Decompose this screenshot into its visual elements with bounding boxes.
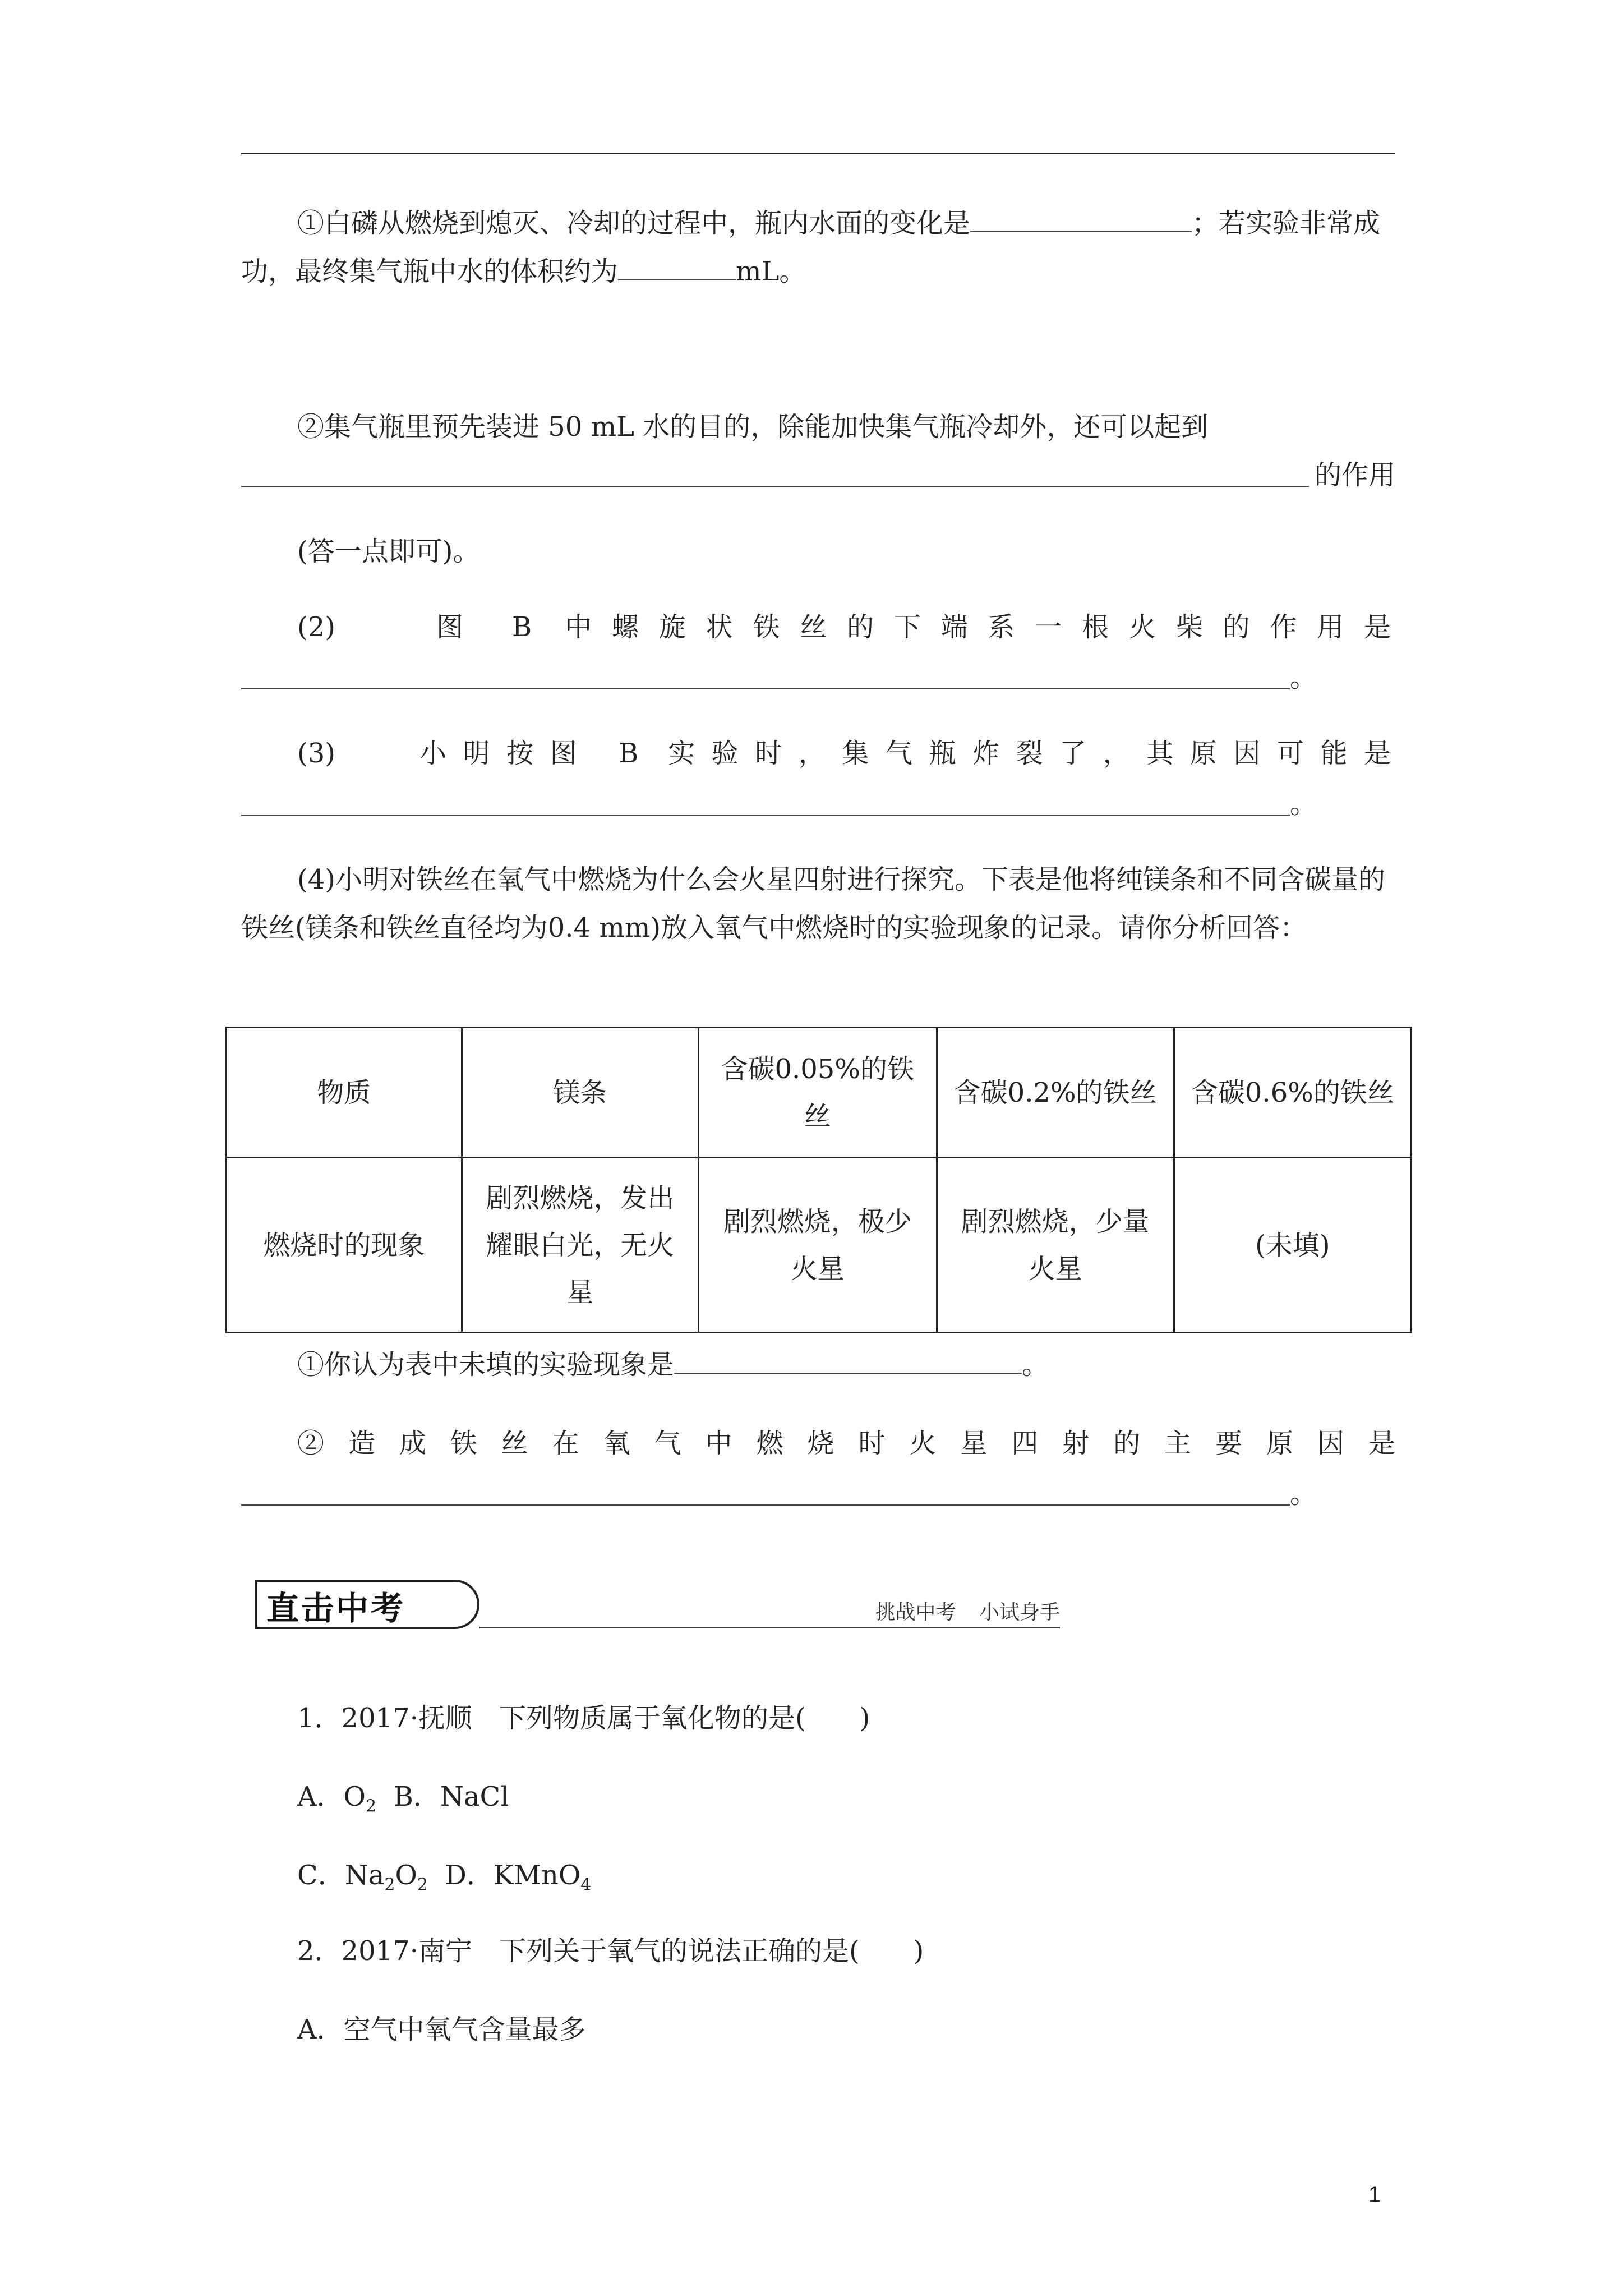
subscript: 2 (384, 1875, 395, 1895)
part-3-number: (3) (297, 738, 335, 769)
table-cell: 含碳0.6%的铁丝 (1174, 1028, 1411, 1158)
answer-blank[interactable] (241, 792, 1290, 816)
question-1-text-c: mL。 (736, 256, 806, 287)
answer-blank[interactable] (241, 463, 1309, 487)
answer-blank[interactable] (241, 1482, 1290, 1506)
part-4-paragraph: (4)小明对铁丝在氧气中燃烧为什么会火星四射进行探究。下表是他将纯镁条和不同含碳量的铁丝(镁条和铁丝直径均为0.4 mm)放入氧气中燃烧时的实验现象的记录。请你分析回答： (241, 864, 1385, 944)
table-cell: 剧烈燃烧，发出耀眼白光，无火星 (462, 1158, 698, 1333)
option-b[interactable]: B．NaCl (393, 1781, 509, 1812)
subscript: 2 (417, 1875, 428, 1895)
section-banner (250, 1577, 1060, 1634)
option-c[interactable] (297, 1860, 428, 1895)
question-2-text-c: (答一点即可)。 (297, 536, 480, 567)
question-4a-end: 。 (1022, 1349, 1049, 1381)
answer-blank[interactable] (241, 666, 1290, 689)
question-2-line (241, 451, 1395, 499)
question-4b-answer-line (241, 1470, 1395, 1518)
part-2-line (297, 603, 1395, 651)
question-2-text-b: 的作用 (1314, 459, 1395, 491)
banner-subtitle: 挑战中考 小试身手 (875, 1601, 1060, 1624)
part-2-text: 图 B 中螺旋状铁丝的下端系一根火柴的作用是 (436, 611, 1395, 643)
answer-blank[interactable] (674, 1350, 1022, 1374)
option-d-label: D．KMnO (445, 1860, 581, 1891)
option-c-mid: O (395, 1860, 417, 1891)
table-cell: (未填) (1174, 1158, 1411, 1333)
question-4a (241, 1341, 1395, 1389)
part-3-text: 小明按图 B 实验时，集气瓶炸裂了，其原因可能是 (419, 738, 1395, 769)
part-3-answer-line (241, 780, 1395, 828)
table-cell: 镁条 (462, 1028, 698, 1158)
table-cell: 燃烧时的现象 (227, 1158, 462, 1333)
option-a-label: A．O (297, 1781, 366, 1812)
experiment-table (225, 1027, 1412, 1333)
banner-rule (479, 1627, 1060, 1628)
part-2-end: 。 (1290, 662, 1317, 693)
table-row (227, 1158, 1412, 1333)
header-rule (241, 153, 1395, 154)
mc-2-stem: 2．2017·南宁 下列关于氧气的说法正确的是( ) (297, 1935, 924, 1967)
subscript: 4 (580, 1875, 592, 1895)
table-cell: 物质 (227, 1028, 462, 1158)
part-2-answer-line (241, 654, 1395, 702)
question-4b-end: 。 (1290, 1478, 1317, 1510)
table-cell: 含碳0.2%的铁丝 (937, 1028, 1174, 1158)
answer-blank[interactable] (618, 257, 736, 280)
mc-1-stem: 1．2017·抚顺 下列物质属于氧化物的是( ) (297, 1703, 870, 1734)
question-4b-line (297, 1419, 1395, 1467)
mc-2-option-a[interactable]: A．空气中氧气含量最多 (297, 2014, 586, 2045)
question-1-text-b: ；若实验非常成功，最终集气瓶中水的体积约为 (241, 208, 1381, 287)
question-2-text-a: ②集气瓶里预先装进 50 mL 水的目的，除能加快集气瓶冷却外，还可以起到 (297, 411, 1209, 443)
table-header-row (227, 1028, 1412, 1158)
table-cell: 剧烈燃烧，少量火星 (937, 1158, 1174, 1333)
mc-1-options-ab (241, 1773, 1395, 1831)
table-cell: 剧烈燃烧，极少火星 (698, 1158, 937, 1333)
option-a[interactable] (297, 1781, 377, 1816)
question-1-text-a: ①白磷从燃烧到熄灭、冷却的过程中，瓶内水面的变化是 (297, 208, 971, 239)
table-cell: 含碳0.05%的铁丝 (698, 1028, 937, 1158)
part-3-line (297, 729, 1395, 777)
option-c-label: C．Na (297, 1860, 385, 1891)
part-3-end: 。 (1290, 788, 1317, 820)
page-number: 1 (1368, 2182, 1381, 2207)
banner-title: 直击中考 (266, 1589, 406, 1627)
question-4b-text: ②造成铁丝在氧气中燃烧时火星四射的主要原因是 (297, 1428, 1395, 1459)
answer-blank[interactable] (970, 209, 1192, 232)
subscript: 2 (366, 1796, 377, 1816)
question-4a-text: ①你认为表中未填的实验现象是 (297, 1349, 675, 1381)
option-d[interactable] (445, 1860, 592, 1895)
part-2-number: (2) (297, 611, 335, 643)
mc-1-options-cd (241, 1851, 1395, 1910)
question-1-paragraph (241, 199, 1395, 296)
